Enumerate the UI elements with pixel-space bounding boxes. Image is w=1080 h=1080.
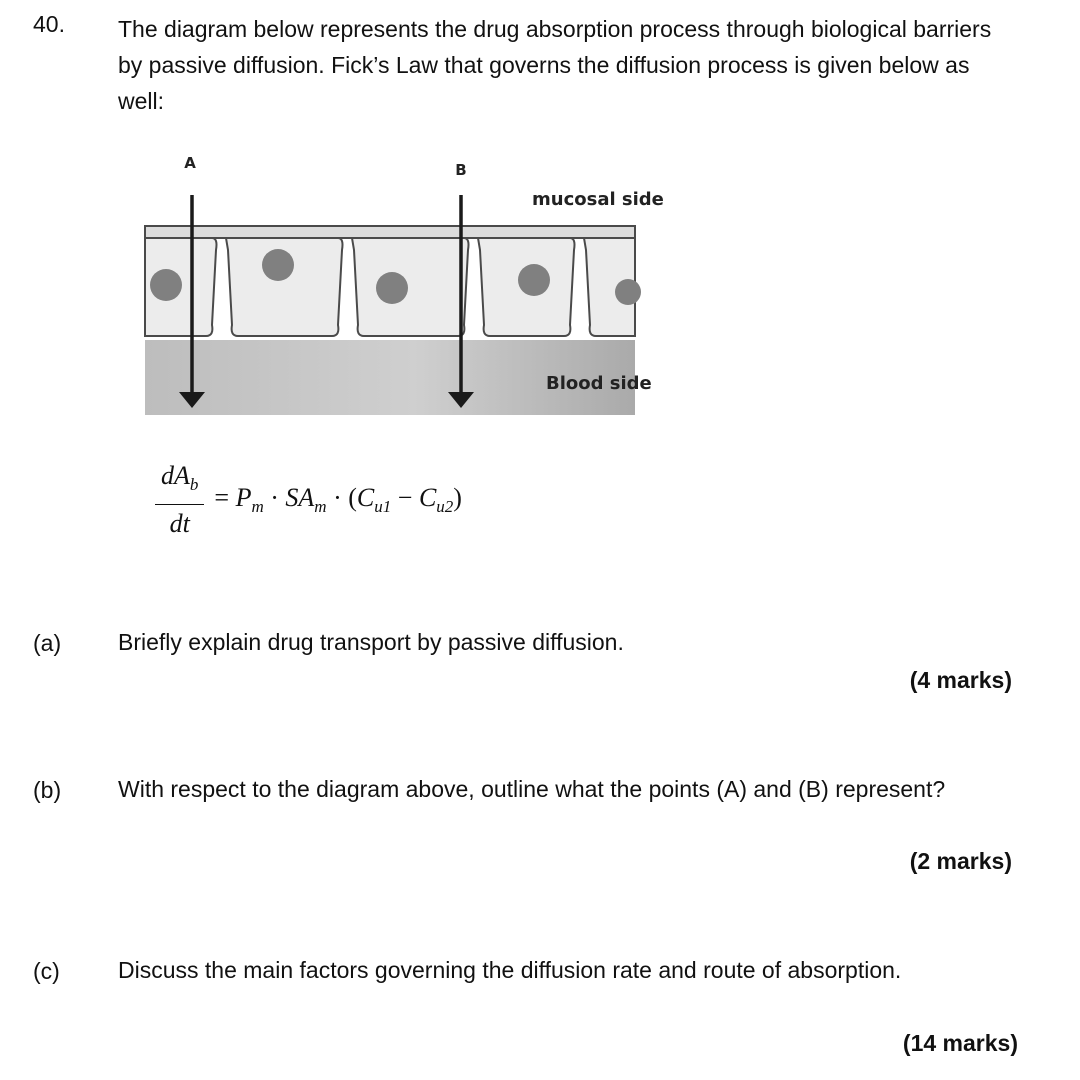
part-c-marks: (14 marks) — [902, 1030, 1018, 1056]
nucleus — [376, 272, 408, 304]
label-a: A — [184, 154, 196, 172]
formula-equals: = — [214, 483, 230, 512]
formula-denominator: dt — [169, 509, 190, 538]
part-a-letter: (a) — [33, 630, 62, 656]
formula-numerator: dA — [161, 461, 190, 490]
nucleus — [262, 249, 294, 281]
nucleus — [615, 279, 641, 305]
formula-p: P — [235, 483, 252, 512]
part-b-text: With respect to the diagram above, outline what the points (A) and (B) represent? — [118, 776, 946, 802]
formula-rhs — [214, 483, 462, 517]
ficks-law-formula — [155, 455, 462, 545]
formula-sa: SA — [285, 483, 315, 512]
part-b-letter: (b) — [33, 777, 62, 803]
formula-c2-sub: u2 — [436, 497, 454, 516]
formula-fraction — [155, 461, 204, 539]
nucleus — [518, 264, 550, 296]
question-number: 40. — [33, 11, 65, 37]
part-b-marks: (2 marks) — [909, 848, 1012, 874]
formula-sa-sub: m — [314, 497, 327, 516]
part-a-marks: (4 marks) — [909, 667, 1012, 693]
formula-c1-sub: u1 — [374, 497, 392, 516]
mucosal-side-label: mucosal side — [532, 189, 664, 210]
formula-dot: · — [270, 483, 279, 512]
part-c-letter: (c) — [33, 958, 60, 984]
formula-paren-close: ) — [453, 483, 462, 512]
absorption-diagram — [130, 140, 690, 430]
epithelium-figure — [130, 140, 690, 430]
formula-p-sub: m — [251, 497, 264, 516]
label-b: B — [455, 161, 467, 179]
formula-paren-open: ( — [348, 483, 357, 512]
blood-side-label: Blood side — [546, 373, 652, 394]
formula-c2: C — [418, 483, 437, 512]
formula-minus: − — [397, 483, 413, 512]
formula-dot: · — [333, 483, 342, 512]
nucleus — [150, 269, 182, 301]
formula-c1: C — [356, 483, 375, 512]
question-intro: The diagram below represents the drug absorption process through biological barriers by passive diffusion. Fick’s Law that governs the diffusion process is given below as well: — [118, 16, 992, 114]
part-c-text: Discuss the main factors governing the diffusion rate and route of absorption. — [118, 957, 902, 983]
part-a-text: Briefly explain drug transport by passive diffusion. — [118, 629, 624, 655]
formula-numerator-sub: b — [189, 475, 199, 494]
